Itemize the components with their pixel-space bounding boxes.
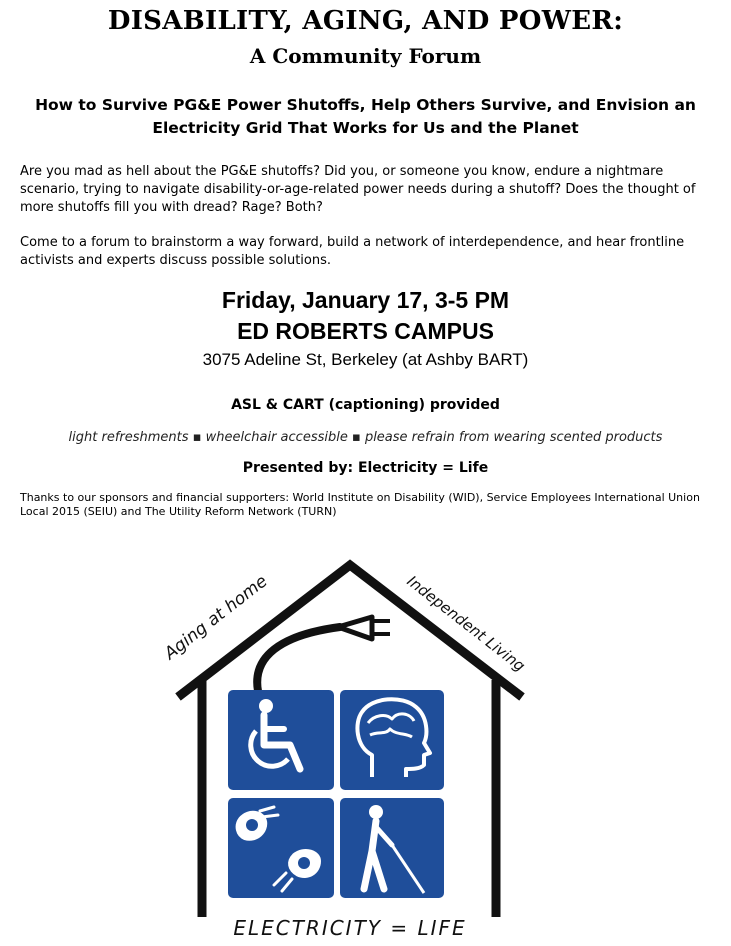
amenities-line	[0, 430, 731, 445]
headline-line-2: Electricity Grid That Works for Us and the Planet	[152, 119, 579, 137]
amenity-item: please refrain from wearing scented products	[364, 430, 663, 445]
separator-bullet: ▪	[192, 430, 202, 445]
separator-bullet: ▪	[351, 430, 361, 445]
electricity-life-logo	[140, 555, 590, 940]
aging-at-home-label: Aging at home	[160, 571, 272, 664]
invitation-paragraph: Come to a forum to brainstorm a way forward, build a network of interdependence, and hear frontline activists and experts discuss possible solutions.	[20, 235, 685, 268]
sign-language-tile	[228, 798, 334, 898]
electricity-life-label: ELECTRICITY = LIFE	[233, 916, 467, 940]
event-venue: ED ROBERTS CAMPUS	[237, 318, 494, 344]
sponsors-note: Thanks to our sponsors and financial supporters: World Institute on Disability (WID), Service Employees International Union Local 2015 (SEIU) and The Utility Reform Network (TURN)	[20, 491, 700, 518]
presented-by: Presented by: Electricity = Life	[242, 460, 489, 476]
blind-cane-tile	[340, 798, 444, 898]
headline-line-1: How to Survive PG&E Power Shutoffs, Help Others Survive, and Envision an	[35, 96, 696, 114]
accessibility-note: ASL & CART (captioning) provided	[231, 397, 500, 413]
event-date: Friday, January 17, 3-5 PM	[221, 287, 510, 313]
independent-living-label: Independent Living	[403, 571, 529, 676]
amenity-item: wheelchair accessible	[205, 430, 348, 445]
brain-tile	[340, 690, 444, 790]
page-subtitle: A Community Forum	[249, 44, 482, 68]
page-title: DISABILITY, AGING, AND POWER:	[107, 6, 624, 36]
intro-paragraph: Are you mad as hell about the PG&E shutoffs? Did you, or someone you know, endure a nightmare scenario, trying to navigate disability-or-age-related power needs during a shutoff? Does the thought of more shutoffs fill you with dread? Rage? Both?	[20, 164, 696, 215]
power-cord	[257, 627, 340, 691]
amenity-item: light refreshments	[68, 430, 189, 445]
wheelchair-tile	[228, 690, 334, 790]
plug-icon	[338, 617, 390, 639]
headline	[20, 94, 711, 140]
event-address: 3075 Adeline St, Berkeley (at Ashby BART)	[202, 350, 529, 369]
